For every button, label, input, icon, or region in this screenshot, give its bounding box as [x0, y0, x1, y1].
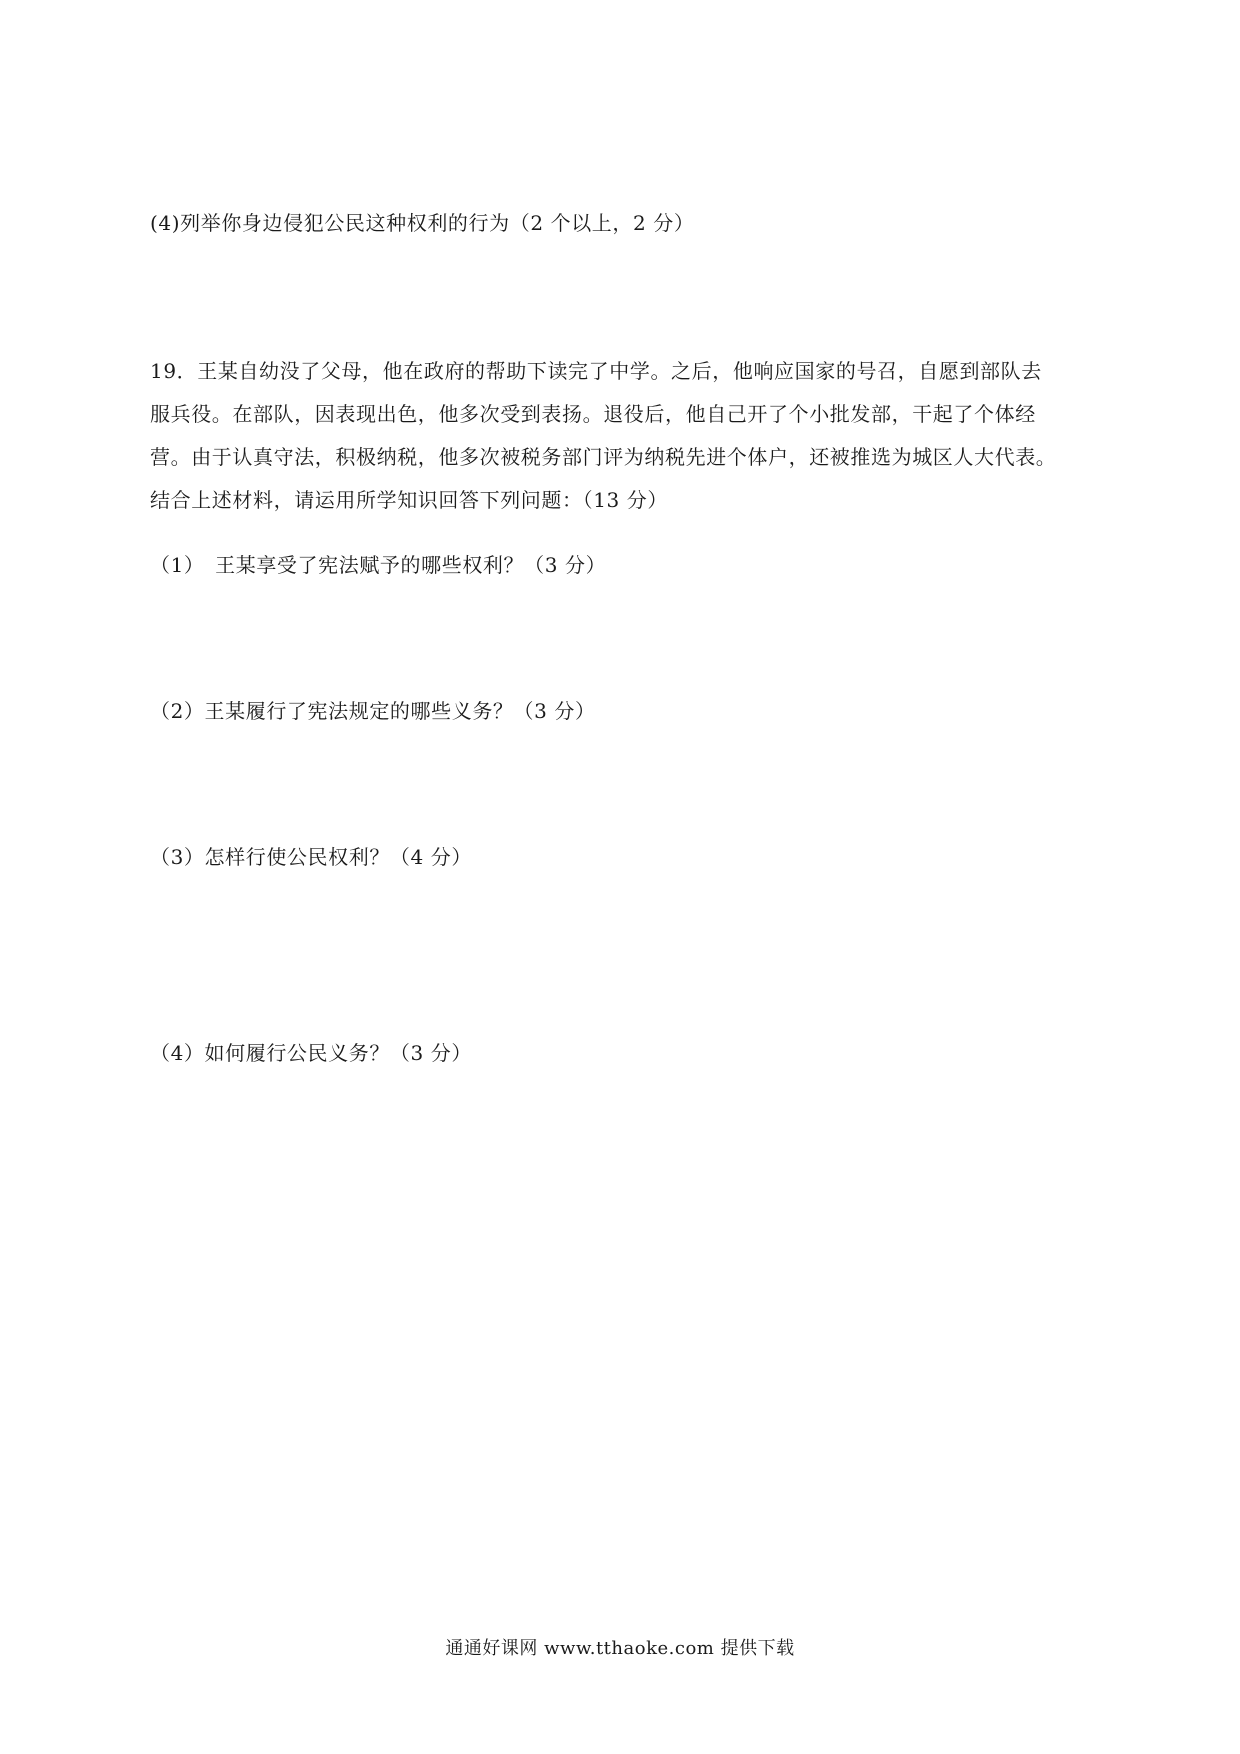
question-19-sub3: （3）怎样行使公民权利？（4 分） [150, 845, 473, 869]
question-19-sub4: （4）如何履行公民义务？（3 分） [150, 1041, 473, 1065]
question-19-line-3: 营。由于认真守法，积极纳税，他多次被税务部门评为纳税先进个体户，还被推选为城区人大代表。 [150, 445, 1057, 469]
question-19-sub1: （1） 王某享受了宪法赋予的哪些权利？（3 分） [150, 553, 607, 577]
question-19-line-2: 服兵役。在部队，因表现出色，他多次受到表扬。退役后，他自己开了个小批发部，干起了个体经 [150, 402, 1036, 426]
question-19-stem [150, 350, 1110, 522]
question-19-line-4: 结合上述材料，请运用所学知识回答下列问题：（13 分） [150, 488, 669, 512]
prev-question-sub4: (4)列举你身边侵犯公民这种权利的行为（2 个以上，2 分） [150, 211, 695, 235]
page-footer: 通通好课网 www.tthaoke.com 提供下载 [445, 1638, 795, 1659]
question-19-sub2: （2）王某履行了宪法规定的哪些义务？（3 分） [150, 699, 596, 723]
question-19-line-1: 19．王某自幼没了父母，他在政府的帮助下读完了中学。之后，他响应国家的号召，自愿到部队去 [150, 359, 1042, 383]
